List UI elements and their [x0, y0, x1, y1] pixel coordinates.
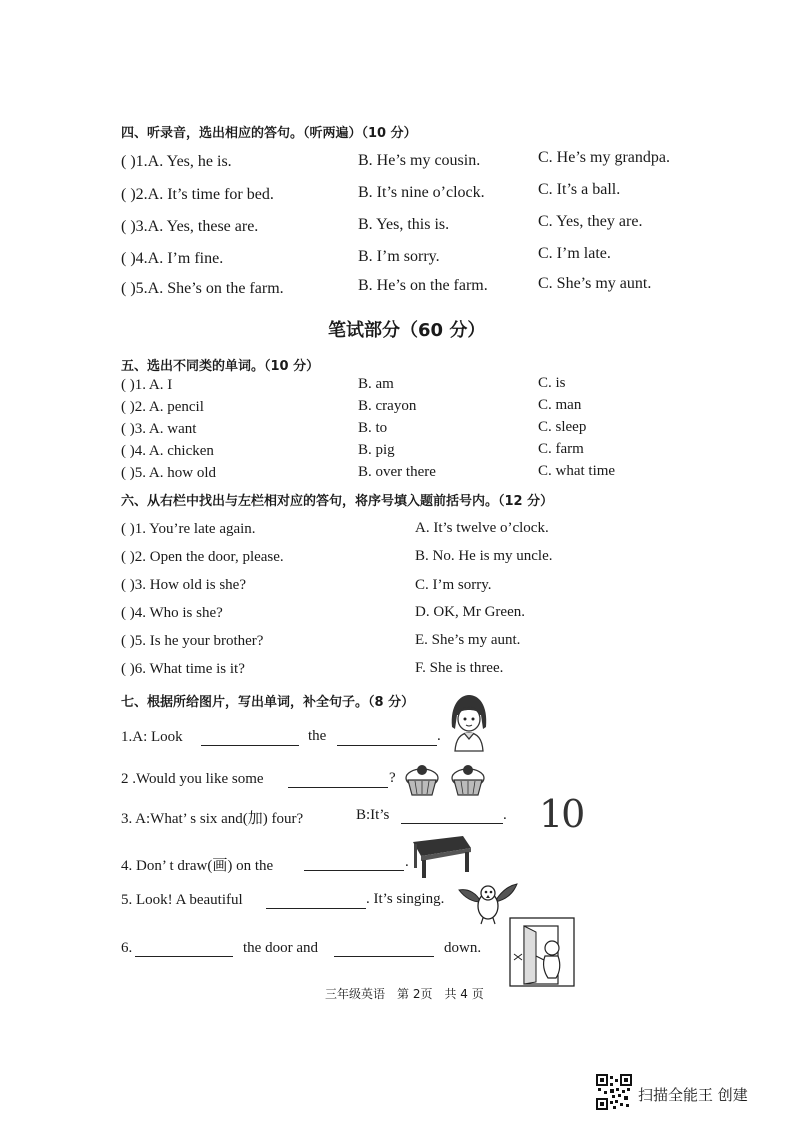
- s6-item3-answer: C. I’m sorry.: [415, 577, 492, 593]
- section7-title: 七、根据所给图片，写出单词，补全句子。（8 分）: [121, 695, 415, 710]
- s7-q3-text-b: B:It’s: [356, 807, 390, 823]
- s4-item4-option-b: B. I’m sorry.: [358, 248, 440, 265]
- s5-item1-option-b: B. am: [358, 376, 394, 392]
- s5-item4-option-b: B. pig: [358, 442, 395, 458]
- s5-item3-option-b: B. to: [358, 420, 388, 436]
- section4-title: 四、听录音，选出相应的答句。（听两遍）（10 分）: [121, 126, 417, 141]
- s7-q6-text-c: down.: [444, 940, 482, 956]
- desk-icon: [411, 834, 473, 880]
- s4-item2-option-b: B. It’s nine o’clock.: [358, 184, 485, 201]
- s4-item4-option-c: C. I’m late.: [538, 245, 611, 262]
- s6-item2-answer: B. No. He is my uncle.: [415, 548, 553, 564]
- s5-item5-option-b: B. over there: [358, 464, 436, 480]
- s7-q6-blank-2[interactable]: [334, 942, 434, 957]
- girl-icon: [446, 693, 492, 753]
- s7-q2-blank[interactable]: [288, 773, 388, 788]
- s7-q1-text-b: the: [308, 728, 327, 744]
- s4-item3-question: ( )3.A. Yes, these are.: [121, 218, 259, 235]
- written-part-title: 笔试部分（60 分）: [328, 320, 486, 341]
- s5-item2-option-c: C. man: [538, 397, 582, 413]
- s4-item5-question: ( )5.A. She’s on the farm.: [121, 280, 284, 297]
- s6-item2-question: ( )2. Open the door, please.: [121, 549, 284, 565]
- s7-q5-blank[interactable]: [266, 894, 366, 909]
- page-footer: 三年级英语 第 2页 共 4 页: [325, 987, 484, 1001]
- s6-item4-question: ( )4. Who is she?: [121, 605, 223, 621]
- s6-item1-question: ( )1. You’re late again.: [121, 521, 256, 537]
- s7-q3-text-a: 3. A:What’ s six and(加) four?: [121, 811, 304, 827]
- scanner-watermark: 扫描全能王 创建: [638, 1086, 748, 1104]
- s4-item1-option-c: C. He’s my grandpa.: [538, 149, 670, 166]
- s4-item4-question: ( )4.A. I’m fine.: [121, 250, 224, 267]
- s6-item6-answer: F. She is three.: [415, 660, 504, 676]
- s7-q6-text-b: the door and: [243, 940, 318, 956]
- s7-q2-text-b: ?: [389, 770, 396, 786]
- s6-item4-answer: D. OK, Mr Green.: [415, 604, 525, 620]
- s6-item3-question: ( )3. How old is she?: [121, 577, 246, 593]
- cupcake-icon: [403, 762, 491, 798]
- s7-q2-text-a: 2 .Would you like some: [121, 771, 264, 787]
- qr-code-icon: [596, 1074, 632, 1110]
- s4-item2-option-c: C. It’s a ball.: [538, 181, 621, 198]
- s5-item1-question: ( )1. A. I: [121, 377, 173, 393]
- s5-item5-question: ( )5. A. how old: [121, 465, 216, 481]
- s7-q4-text-a: 4. Don’ t draw(画) on the: [121, 858, 274, 874]
- s6-item6-question: ( )6. What time is it?: [121, 661, 245, 677]
- s7-q4-text-b: .: [405, 854, 409, 870]
- s4-item5-option-c: C. She’s my aunt.: [538, 275, 652, 292]
- s6-item5-question: ( )5. Is he your brother?: [121, 633, 264, 649]
- s6-item1-answer: A. It’s twelve o’clock.: [415, 520, 549, 536]
- s5-item5-option-c: C. what time: [538, 463, 616, 479]
- s7-q6-blank-1[interactable]: [135, 942, 233, 957]
- s5-item3-question: ( )3. A. want: [121, 421, 197, 437]
- s7-q1-blank-2[interactable]: [337, 731, 437, 746]
- s4-item5-option-b: B. He’s on the farm.: [358, 277, 488, 294]
- s7-q1-text-c: .: [437, 728, 441, 744]
- s4-item1-option-b: B. He’s my cousin.: [358, 152, 481, 169]
- s7-q5-text-a: 5. Look! A beautiful: [121, 892, 243, 908]
- s7-q5-text-b: . It’s singing.: [366, 891, 445, 907]
- s5-item2-option-b: B. crayon: [358, 398, 417, 414]
- s4-item3-option-b: B. Yes, this is.: [358, 216, 450, 233]
- s5-item4-question: ( )4. A. chicken: [121, 443, 214, 459]
- s7-q1-text-a: 1.A: Look: [121, 729, 183, 745]
- s7-q1-blank-1[interactable]: [201, 731, 299, 746]
- door-boy-icon: [508, 916, 576, 988]
- s4-item1-question: ( )1.A. Yes, he is.: [121, 153, 232, 170]
- s7-q6-text-a: 6.: [121, 940, 133, 956]
- s5-item3-option-c: C. sleep: [538, 419, 587, 435]
- s4-item2-question: ( )2.A. It’s time for bed.: [121, 186, 274, 203]
- s5-item4-option-c: C. farm: [538, 441, 584, 457]
- s7-q3-blank[interactable]: [401, 809, 503, 824]
- s7-q3-text-c: .: [503, 807, 507, 823]
- number-ten-picture: 10: [539, 792, 584, 836]
- s5-item1-option-c: C. is: [538, 375, 566, 391]
- s7-q4-blank[interactable]: [304, 856, 404, 871]
- section5-title: 五、选出不同类的单词。（10 分）: [121, 359, 320, 374]
- section6-title: 六、从右栏中找出与左栏相对应的答句，将序号填入题前括号内。（12 分）: [121, 494, 554, 509]
- s4-item3-option-c: C. Yes, they are.: [538, 213, 643, 230]
- s6-item5-answer: E. She’s my aunt.: [415, 632, 521, 648]
- s5-item2-question: ( )2. A. pencil: [121, 399, 204, 415]
